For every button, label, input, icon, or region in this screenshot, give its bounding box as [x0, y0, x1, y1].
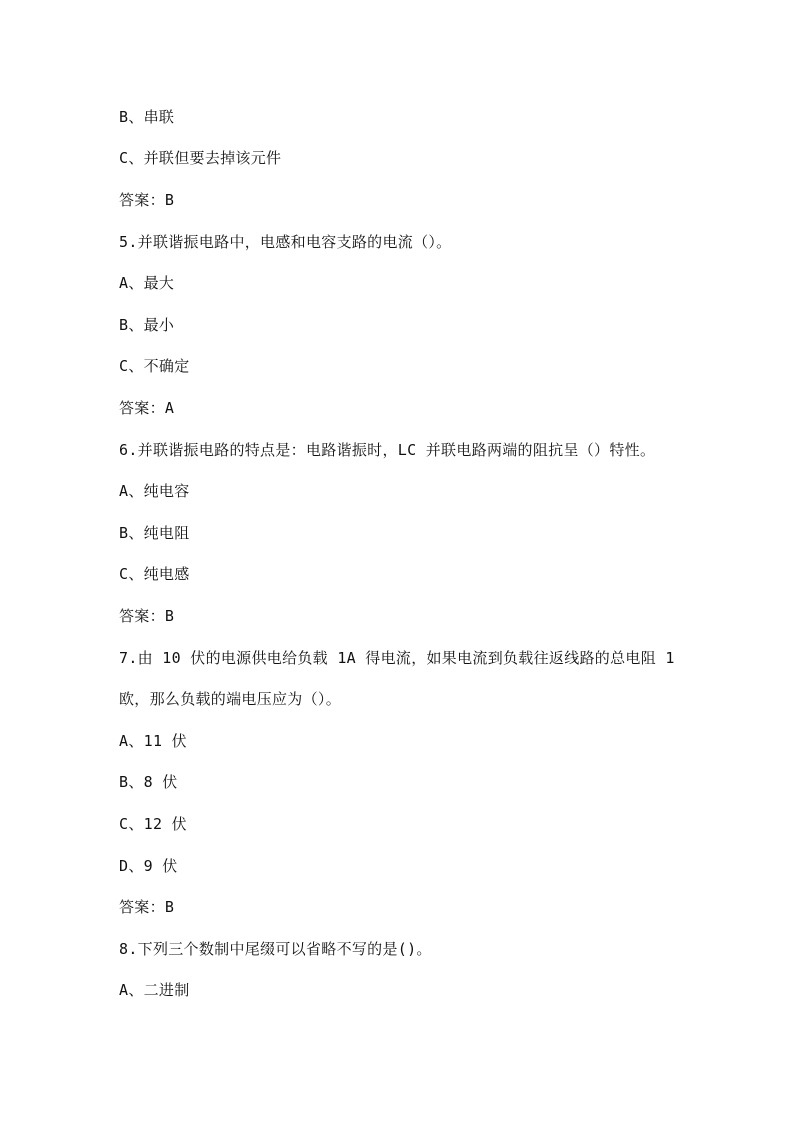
option-a-q8: A、二进制 [119, 981, 190, 999]
option-d-q7: D、9 伏 [119, 857, 178, 875]
option-b-q7: B、8 伏 [119, 773, 178, 791]
option-c-q7: C、12 伏 [119, 815, 187, 833]
answer-q5: 答案：A [119, 399, 175, 417]
option-c-q6: C、纯电感 [119, 565, 190, 583]
question-6: 6.并联谐振电路的特点是：电路谐振时，LC 并联电路两端的阻抗呈（）特性。 [119, 441, 656, 459]
answer-q7: 答案：B [119, 898, 175, 916]
question-7-line-2: 欧，那么负载的端电压应为（）。 [119, 690, 342, 708]
question-5: 5.并联谐振电路中，电感和电容支路的电流（）。 [119, 233, 452, 251]
option-c-q4: C、并联但要去掉该元件 [119, 149, 282, 167]
answer-q6: 答案：B [119, 607, 175, 625]
question-8: 8.下列三个数制中尾缀可以省略不写的是()。 [119, 940, 432, 958]
option-b-q6: B、纯电阻 [119, 524, 190, 542]
option-a-q7: A、11 伏 [119, 732, 187, 750]
option-a-q6: A、纯电容 [119, 482, 190, 500]
option-a-q5: A、最大 [119, 274, 175, 292]
answer-q4: 答案：B [119, 191, 175, 209]
option-c-q5: C、不确定 [119, 357, 190, 375]
question-7-line-1: 7.由 10 伏的电源供电给负载 1A 得电流，如果电流到负载往返线路的总电阻 1 [119, 649, 675, 667]
option-b-q5: B、最小 [119, 316, 175, 334]
option-b-q4: B、串联 [119, 108, 175, 126]
